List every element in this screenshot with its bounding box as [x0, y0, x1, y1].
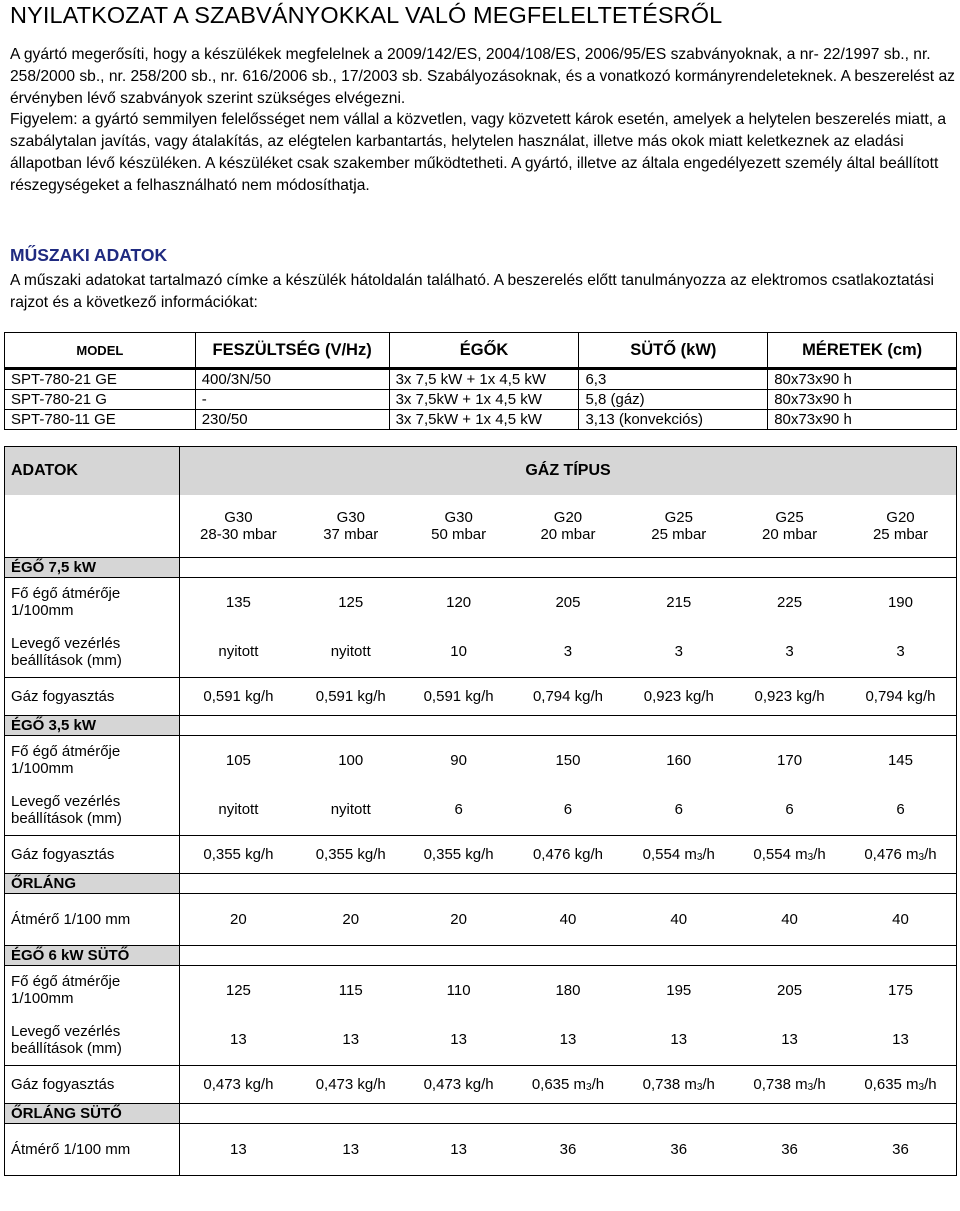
oven-pilot-diameter-value: 13 [342, 1140, 360, 1158]
oven-burner-air-value: 13 [342, 1031, 360, 1049]
burner-3-5kw-air-value: 6 [454, 801, 463, 819]
burner-3-5kw-consumption-value: 0,554 $m_3/h$ [753, 845, 826, 863]
burner-7-5kw-air-value: 3 [674, 643, 683, 661]
pilot-diameter-value: 20 [230, 910, 247, 928]
gas-type-cell [623, 495, 734, 557]
burner-7-5kw-consumption-value: 0,591 kg/h [423, 687, 494, 705]
gas-type-line: G30 [336, 508, 365, 526]
gas-type-cell [734, 495, 845, 557]
models-cell: SPT-780-11 GE [5, 410, 196, 430]
models-row [5, 390, 957, 410]
burner-7-5kw-diameter-label [5, 577, 180, 627]
burner-7-5kw-air-label-line: Levegő vezérlés [11, 634, 121, 652]
oven-burner-air-value: 13 [670, 1031, 688, 1049]
pilot-diameter-value: 20 [342, 910, 360, 928]
oven-burner-air-label [5, 1015, 180, 1065]
oven-burner-consumption-value: 0,738 $m_3/h$ [753, 1075, 826, 1093]
models-header-dimensions: MÉRETEK (cm) [768, 333, 957, 369]
tech-data-heading: MŰSZAKI ADATOK [10, 245, 168, 265]
gas-type-line: G25 [664, 508, 693, 526]
burner-3-5kw-diameter-value: 90 [450, 751, 467, 769]
burner-7-5kw-air-value: 3 [896, 643, 905, 661]
burner-3-5kw-air-value: 6 [896, 801, 905, 819]
oven-pilot-diameter-value: 36 [670, 1140, 688, 1158]
burner-7-5kw-air-row [5, 627, 957, 677]
oven-pilot-diameter-value: 13 [450, 1140, 467, 1158]
burner-3-5kw-air-row [5, 785, 957, 835]
oven-burner-consumption-value: 0,738 $m_3/h$ [642, 1075, 715, 1093]
burner-3-5kw-diameter-label [5, 735, 180, 785]
burner-7-5kw-consumption-value: 0,923 kg/h [754, 687, 825, 705]
gas-type-line: G30 [444, 508, 473, 526]
burner-3-5kw-diameter-value: 170 [777, 751, 803, 769]
burner-3-5kw-diameter-label-line: 1/100mm [11, 760, 74, 778]
models-cell: 5,8 (gáz) [579, 390, 768, 410]
burner-3-5kw-air-value: 6 [563, 801, 573, 819]
oven-burner-diameter-value: 110 [446, 981, 471, 999]
gas-types-row [5, 495, 957, 557]
oven-burner-consumption-value: 0,635 $m_3/h$ [864, 1075, 937, 1093]
burner-7-5kw-air-label [5, 627, 180, 677]
oven-pilot-section-spacer [180, 1103, 957, 1123]
burner-3-5kw-section-title: ÉGŐ 3,5 kW [5, 715, 180, 735]
burner-3-5kw-consumption-value: 0,476 kg/h [532, 845, 603, 863]
burner-3-5kw-diameter-value: 100 [338, 751, 364, 769]
gas-type-cell [297, 495, 405, 557]
oven-burner-consumption-label: Gáz fogyasztás [5, 1065, 180, 1103]
burner-3-5kw-air-value: nyitott [330, 801, 371, 819]
oven-burner-consumption-row [5, 1065, 957, 1103]
tech-data-text: A műszaki adatokat tartalmazó címke a készülék hátoldalán található. A beszerelés előtt tanulmányozza az elektromos csatlakoztatási rajzot és a következő információkat: [10, 272, 934, 311]
oven-burner-air-value: 13 [892, 1031, 909, 1049]
burner-3-5kw-air-value: nyitott [218, 801, 259, 819]
burner-7-5kw-consumption-value: 0,794 kg/h [532, 687, 603, 705]
unit-superscript: 3 [807, 851, 814, 863]
oven-burner-diameter-row [5, 965, 957, 1015]
gas-body [5, 447, 957, 1176]
models-cell: 80x73x90 h [768, 410, 957, 430]
oven-pilot-section-title: ŐRLÁNG SÜTŐ [5, 1103, 180, 1123]
gas-types-label [5, 495, 180, 557]
burner-7-5kw-diameter-label-line: 1/100mm [11, 602, 74, 620]
burner-7-5kw-consumption-value: 0,591 kg/h [203, 687, 274, 705]
gas-type-cell [845, 495, 957, 557]
models-cell: 80x73x90 h [768, 369, 957, 390]
burner-3-5kw-section-spacer [180, 715, 957, 735]
models-cell: SPT-780-21 G [5, 390, 196, 410]
burner-3-5kw-consumption-value: 0,554 $m_3/h$ [642, 845, 715, 863]
gas-type-line: 20 mbar [762, 525, 818, 543]
models-cell: 80x73x90 h [768, 390, 957, 410]
oven-burner-air-value: 13 [450, 1031, 467, 1049]
gas-type-cell [405, 495, 513, 557]
gas-type-line: 50 mbar [431, 525, 487, 543]
oven-burner-section-row [5, 945, 957, 965]
unit-superscript: 3 [807, 1081, 814, 1093]
oven-burner-consumption-value: 0,635 $m_3/h$ [531, 1075, 605, 1093]
burner-7-5kw-section-title: ÉGŐ 7,5 kW [5, 557, 180, 577]
oven-pilot-diameter-value: 36 [892, 1140, 909, 1158]
burner-3-5kw-consumption-row [5, 835, 957, 873]
burner-7-5kw-consumption-row [5, 677, 957, 715]
burner-3-5kw-consumption-label: Gáz fogyasztás [5, 835, 180, 873]
burner-7-5kw-diameter-label-line: Fő égő átmérője [11, 585, 121, 603]
burner-3-5kw-air-label-line: Levegő vezérlés [11, 792, 121, 810]
oven-burner-air-label-line: Levegő vezérlés [11, 1022, 121, 1040]
burner-3-5kw-air-label [5, 785, 180, 835]
burner-7-5kw-consumption-value: 0,794 kg/h [865, 687, 936, 705]
oven-pilot-diameter-value: 36 [781, 1140, 798, 1158]
burner-7-5kw-diameter-value: 135 [225, 593, 251, 611]
gas-type-line: 20 mbar [540, 525, 596, 543]
burner-7-5kw-consumption-label: Gáz fogyasztás [5, 677, 180, 715]
oven-burner-diameter-value: 205 [777, 981, 803, 999]
oven-burner-section-spacer [180, 945, 957, 965]
burner-3-5kw-consumption-value: 0,355 kg/h [315, 845, 386, 863]
oven-burner-air-value: 13 [781, 1031, 798, 1049]
models-cell: 3x 7,5kW + 1x 4,5 kW [389, 410, 579, 430]
unit-superscript: 3 [918, 1081, 925, 1093]
models-header-burners: ÉGŐK [389, 333, 579, 369]
pilot-diameter-value: 40 [670, 910, 688, 928]
oven-burner-air-value: 13 [559, 1031, 577, 1049]
models-cell: 3,13 (konvekciós) [579, 410, 768, 430]
pilot-diameter-value: 20 [450, 910, 467, 928]
gas-type-line: 28-30 mbar [200, 525, 277, 543]
unit-superscript: 3 [696, 851, 703, 863]
models-row [5, 410, 957, 430]
pilot-section-row [5, 873, 957, 893]
burner-3-5kw-diameter-value: 150 [555, 751, 581, 769]
oven-burner-diameter-label [5, 965, 180, 1015]
gas-type-cell [180, 495, 297, 557]
oven-burner-diameter-value: 180 [555, 981, 581, 999]
burner-3-5kw-diameter-label-line: Fő égő átmérője [11, 743, 121, 761]
burner-7-5kw-section-row [5, 557, 957, 577]
pilot-diameter-row [5, 893, 957, 945]
oven-burner-diameter-label-line: Fő égő átmérője [11, 973, 121, 991]
models-body [5, 369, 957, 430]
models-header-row [5, 333, 957, 369]
burner-3-5kw-diameter-value: 105 [225, 751, 251, 769]
burner-3-5kw-consumption-value: 0,476 $m_3/h$ [864, 845, 937, 863]
models-cell: 230/50 [195, 410, 389, 430]
burner-7-5kw-diameter-value: 190 [887, 593, 913, 611]
burner-3-5kw-section-row [5, 715, 957, 735]
oven-burner-diameter-label-line: 1/100mm [11, 990, 74, 1008]
gas-table [4, 446, 957, 1176]
models-cell: 400/3N/50 [195, 369, 389, 390]
pilot-section-spacer [180, 873, 957, 893]
burner-7-5kw-air-label-line: beállítások (mm) [11, 651, 122, 669]
intro-section [10, 44, 955, 197]
oven-burner-section-title: ÉGŐ 6 kW SÜTŐ [5, 945, 180, 965]
models-table [4, 332, 957, 430]
gas-header-data: ADATOK [5, 447, 180, 496]
gas-type-line: 37 mbar [323, 525, 379, 543]
models-header-voltage: FESZÜLTSÉG (V/Hz) [195, 333, 389, 369]
oven-pilot-diameter-row [5, 1123, 957, 1175]
models-row [5, 369, 957, 390]
burner-7-5kw-diameter-value: 205 [555, 593, 581, 611]
burner-7-5kw-diameter-value: 125 [338, 593, 364, 611]
burner-7-5kw-diameter-value: 215 [666, 593, 692, 611]
oven-pilot-diameter-value: 13 [230, 1140, 247, 1158]
gas-type-line: G20 [553, 508, 583, 526]
burner-3-5kw-diameter-value: 160 [666, 751, 692, 769]
gas-type-line: G25 [775, 508, 804, 526]
oven-pilot-diameter-label: Átmérő 1/100 mm [5, 1123, 180, 1175]
gas-type-cell [513, 495, 624, 557]
pilot-section-title: ŐRLÁNG [5, 873, 180, 893]
pilot-diameter-label: Átmérő 1/100 mm [5, 893, 180, 945]
gas-type-line: 25 mbar [872, 525, 928, 543]
gas-type-line: G30 [224, 508, 253, 526]
oven-burner-consumption-value: 0,473 kg/h [423, 1075, 494, 1093]
burner-7-5kw-consumption-value: 0,591 kg/h [315, 687, 386, 705]
gas-type-line: G20 [886, 508, 915, 526]
pilot-diameter-value: 40 [781, 910, 798, 928]
burner-3-5kw-diameter-row [5, 735, 957, 785]
unit-superscript: 3 [918, 851, 925, 863]
burner-3-5kw-consumption-value: 0,355 kg/h [423, 845, 494, 863]
oven-burner-air-row [5, 1015, 957, 1065]
oven-burner-diameter-value: 195 [666, 981, 692, 999]
page-title: NYILATKOZAT A SZABVÁNYOKKAL VALÓ MEGFELELTETÉSRŐL [10, 2, 723, 28]
oven-burner-consumption-value: 0,473 kg/h [315, 1075, 386, 1093]
gas-header-type: GÁZ TÍPUS [180, 447, 957, 496]
pilot-diameter-value: 40 [559, 910, 577, 928]
oven-burner-air-value: 13 [230, 1031, 247, 1049]
oven-burner-air-label-line: beállítások (mm) [11, 1039, 122, 1057]
models-header-oven: SÜTŐ (kW) [579, 333, 768, 369]
models-cell: 6,3 [579, 369, 768, 390]
burner-7-5kw-diameter-value: 225 [777, 593, 803, 611]
burner-3-5kw-consumption-value: 0,355 kg/h [203, 845, 274, 863]
intro-paragraph-warning: Figyelem: a gyártó semmilyen felelősséget nem vállal a közvetlen, vagy közvetett károk esetén, amelyek a helytelen beszerelés miatt, a szabálytalan javítás, vagy átalakítás, az elégtelen karbantartás, helytelen használat, illetve más okok miatt keletkeznek az eladási állapotban lévő készüléken. A készüléket csak szakember működtetheti. A gyártó, illetve az általa engedélyezett személy által beállított részegységeket a felhasználható nem módosíthatja. [10, 111, 947, 194]
burner-7-5kw-consumption-value: 0,923 kg/h [643, 687, 714, 705]
burner-7-5kw-section-spacer [180, 557, 957, 577]
burner-7-5kw-air-value: 3 [785, 643, 794, 661]
models-cell: 3x 7,5kW + 1x 4,5 kW [389, 390, 579, 410]
models-header-model: MODEL [5, 333, 196, 369]
gas-header-row [5, 447, 957, 496]
burner-7-5kw-diameter-row [5, 577, 957, 627]
burner-7-5kw-diameter-value: 120 [446, 593, 472, 611]
unit-superscript: 3 [586, 1081, 592, 1093]
burner-7-5kw-air-value: 10 [450, 643, 467, 661]
pilot-diameter-value: 40 [892, 910, 909, 928]
oven-pilot-diameter-value: 36 [559, 1140, 577, 1158]
models-cell: SPT-780-21 GE [5, 369, 196, 390]
burner-3-5kw-air-value: 6 [785, 801, 794, 819]
oven-burner-diameter-value: 175 [887, 981, 913, 999]
intro-paragraph-conformity: A gyártó megerősíti, hogy a készülékek megfelelnek a 2009/142/ES, 2004/108/ES, 2006/95/ES szabványoknak, a nr- 22/1997 sb., nr. 258/2000 sb., nr. 258/200 sb., nr. 616/2006 sb., 17/2003 sb. Szabályozásoknak, és a vonatkozó kormányrendeleteknek. A beszerelést az érvényben lévő szabványok szerint szükséges elvégezni. [10, 46, 955, 107]
burner-3-5kw-diameter-value: 145 [887, 751, 913, 769]
models-cell: - [195, 390, 389, 410]
oven-burner-consumption-value: 0,473 kg/h [203, 1075, 274, 1093]
burner-7-5kw-air-value: nyitott [218, 643, 259, 661]
oven-burner-diameter-value: 125 [225, 981, 251, 999]
oven-pilot-section-row [5, 1103, 957, 1123]
burner-3-5kw-air-value: 6 [674, 801, 683, 819]
models-cell: 3x 7,5 kW + 1x 4,5 kW [389, 369, 579, 390]
unit-superscript: 3 [696, 1081, 703, 1093]
burner-7-5kw-air-value: 3 [563, 643, 573, 661]
oven-burner-diameter-value: 115 [338, 981, 363, 999]
burner-7-5kw-air-value: nyitott [330, 643, 371, 661]
gas-type-line: 25 mbar [651, 525, 707, 543]
burner-3-5kw-air-label-line: beállítások (mm) [11, 809, 122, 827]
